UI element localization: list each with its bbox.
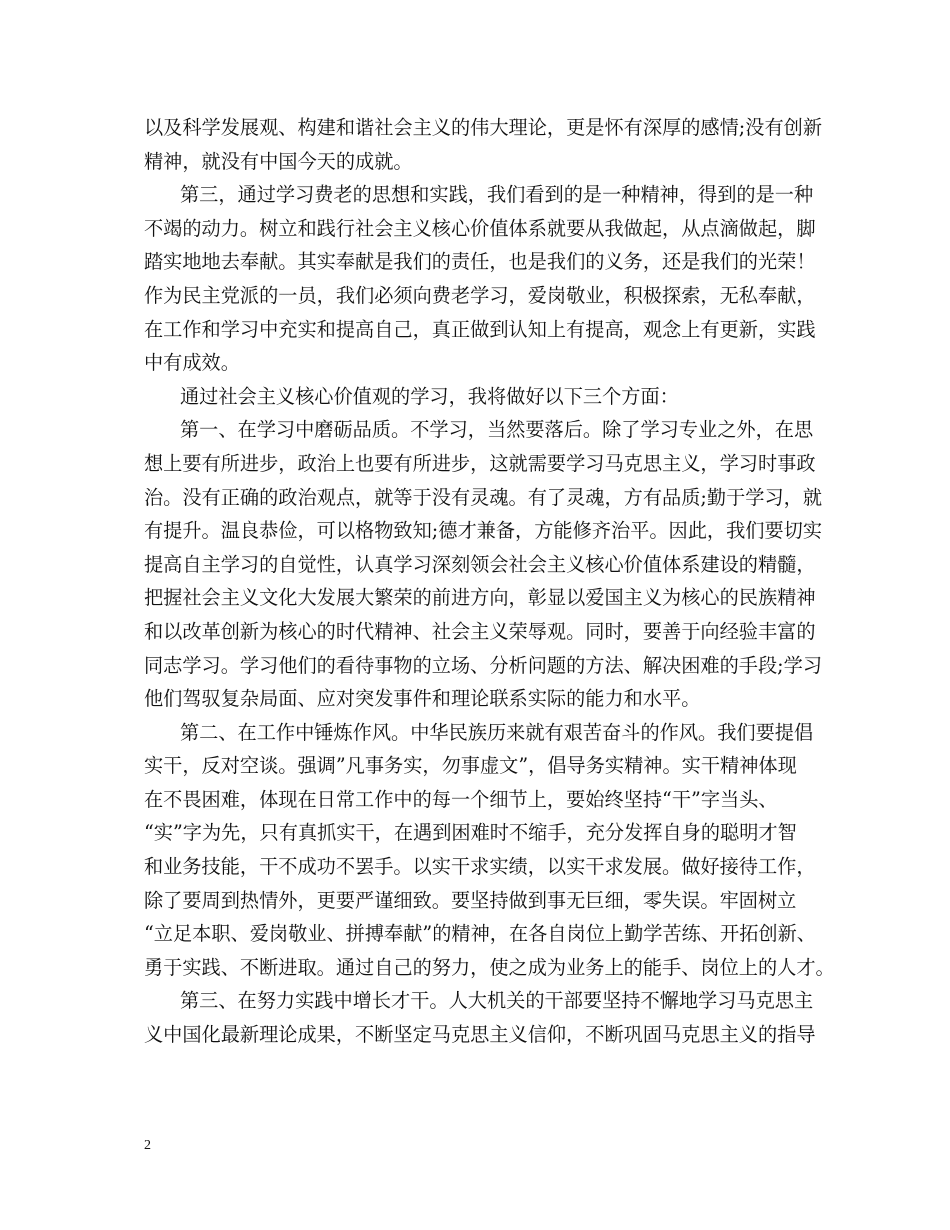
text-line: 在不畏困难，体现在日常工作中的每一个细节上，要始终坚持“干”字当头、 (144, 787, 778, 811)
text-line: 除了要周到热情外，更要严谨细致。要坚持做到事无巨细，零失误。牢固树立 (144, 888, 797, 912)
paragraph-start-line: 第一、在学习中磨砺品质。不学习，当然要落后。除了学习专业之外，在思 (180, 418, 814, 442)
text-line: 提高自主学习的自觉性，认真学习深刻领会社会主义核心价值体系建设的精髓， (144, 552, 816, 576)
text-line: 治。没有正确的政治观点，就等于没有灵魂。有了灵魂，方有品质;勤于学习，就 (144, 485, 823, 509)
text-line: 踏实地地去奉献。其实奉献是我们的责任，也是我们的义务，还是我们的光荣！ (144, 250, 816, 274)
text-line: 有提升。温良恭俭，可以格物致知;德才兼备，方能修齐治平。因此，我们要切实 (144, 519, 823, 543)
text-line: 和以改革创新为核心的时代精神、社会主义荣辱观。同时，要善于向经验丰富的 (144, 619, 816, 643)
text-line: 把握社会主义文化大发展大繁荣的前进方向，彰显以爱国主义为核心的民族精神 (144, 586, 816, 610)
paragraph-start-line: 通过社会主义核心价值观的学习，我将做好以下三个方面： (180, 384, 679, 408)
text-line: “立足本职、爱岗敬业、拼搏奉献”的精神，在各自岗位上勤学苦练、开拓创新、 (144, 922, 816, 946)
text-line: 想上要有所进步，政治上也要有所进步，这就需要学习马克思主义，学习时事政 (144, 451, 816, 475)
page-number: 2 (144, 1138, 151, 1153)
paragraph-start-line: 第三、在努力实践中增长才干。人大机关的干部要坚持不懈地学习马克思主 (180, 989, 814, 1013)
text-line: 中有成效。 (144, 351, 240, 375)
text-line: 不竭的动力。树立和践行社会主义核心价值体系就要从我做起，从点滴做起，脚 (144, 216, 816, 240)
text-line: “实”字为先，只有真抓实干，在遇到困难时不缩手，充分发挥自身的聪明才智 (144, 821, 797, 845)
text-line: 和业务技能，干不成功不罢手。以实干求实绩，以实干求发展。做好接待工作， (144, 855, 816, 879)
text-line: 作为民主党派的一员，我们必须向费老学习，爱岗敬业，积极探索，无私奉献， (144, 283, 816, 307)
text-line: 在工作和学习中充实和提高自己，真正做到认知上有提高，观念上有更新，实践 (144, 317, 816, 341)
paragraph-start-line: 第二、在工作中锤炼作风。中华民族历来就有艰苦奋斗的作风。我们要提倡 (180, 720, 814, 744)
paragraph-start-line: 第三，通过学习费老的思想和实践，我们看到的是一种精神，得到的是一种 (180, 183, 814, 207)
text-line: 他们驾驭复杂局面、应对突发事件和理论联系实际的能力和水平。 (144, 687, 701, 711)
body-text (144, 111, 835, 1052)
text-line: 同志学习。学习他们的看待事物的立场、分析问题的方法、解决困难的手段;学习 (144, 653, 823, 677)
text-line: 以及科学发展观、构建和谐社会主义的伟大理论，更是怀有深厚的感情;没有创新 (144, 116, 823, 139)
text-line: 精神，就没有中国今天的成就。 (144, 149, 413, 173)
text-line: 实干，反对空谈。强调”凡事务实，勿事虚文”，倡导务实精神。实干精神体现 (144, 754, 797, 778)
text-line: 义中国化最新理论成果，不断坚定马克思主义信仰，不断巩固马克思主义的指导 (144, 1023, 816, 1047)
text-line: 勇于实践、不断进取。通过自己的努力，使之成为业务上的能手、岗位上的人才。 (144, 955, 835, 979)
